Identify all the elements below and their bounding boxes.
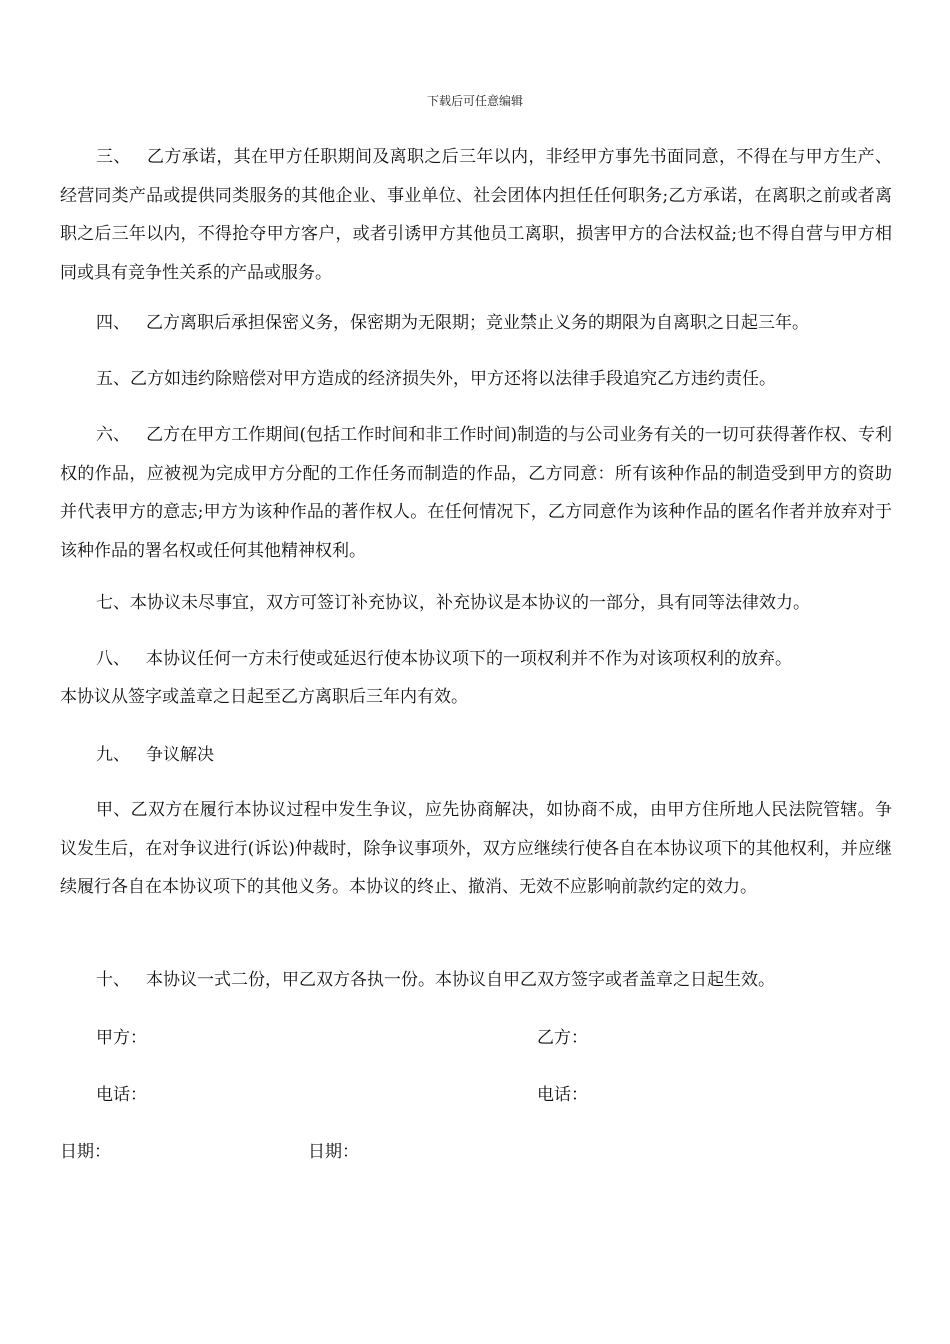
clause-4 — [60, 304, 892, 343]
clause-text: 乙方离职后承担保密义务，保密期为无限期；竞业禁止义务的期限为自离职之日起三年。 — [146, 313, 809, 333]
clause-number: 四、 — [96, 313, 130, 333]
clause-8-continuation — [60, 678, 892, 717]
clause-9 — [60, 736, 892, 775]
clause-6 — [60, 416, 892, 570]
phone-a-label: 电话： — [96, 1085, 147, 1105]
clause-3 — [60, 138, 892, 292]
clause-text: 本协议任何一方未行使或延迟行使本协议项下的一项权利并不作为对该项权利的放弃。 — [146, 649, 792, 669]
date-a-label: 日期： — [60, 1142, 111, 1162]
clause-5 — [60, 360, 892, 399]
page-header: 下载后可任意编辑 — [426, 94, 523, 108]
clause-number: 十、 — [96, 970, 130, 990]
date-b-label: 日期： — [308, 1142, 359, 1162]
clause-number: 六、 — [96, 425, 131, 445]
clause-text: 七、本协议未尽事宜，双方可签订补充协议，补充协议是本协议的一部分，具有同等法律效力。 — [96, 593, 810, 613]
party-b-label: 乙方： — [537, 1028, 588, 1048]
clause-text: 本协议一式二份，甲乙双方各执一份。本协议自甲乙双方签字或者盖章之日起生效。 — [146, 970, 775, 990]
clause-number: 八、 — [96, 649, 130, 669]
clause-10 — [60, 961, 892, 1000]
party-a-label: 甲方： — [96, 1028, 147, 1048]
dispute-paragraph — [60, 791, 892, 907]
clause-number: 三、 — [96, 147, 131, 167]
clause-text: 争议解决 — [146, 745, 214, 765]
clause-text: 甲、乙双方在履行本协议过程中发生争议，应先协商解决，如协商不成，由甲方住所地人民法院管辖。争议发生后，在对争议进行(诉讼)仲裁时，除争议事项外，双方应继续行使各自在本协议项下的其他权利，并应继续履行各自在本协议项下的其他义务。本协议的终止、撤消、无效不应影响前款约定的效力。 — [60, 800, 892, 897]
clause-7 — [60, 584, 892, 623]
clause-text: 乙方承诺，其在甲方任职期间及离职之后三年以内，非经甲方事先书面同意，不得在与甲方生产、经营同类产品或提供同类服务的其他企业、事业单位、社会团体内担任任何职务;乙方承诺，在离职之前或者离职之后三年以内，不得抢夺甲方客户，或者引诱甲方其他员工离职，损害甲方的合法权益;也不得自营与甲方相同或具有竞争性关系的产品或服务。 — [60, 147, 893, 283]
clause-text: 乙方在甲方工作期间(包括工作时间和非工作时间)制造的与公司业务有关的一切可获得著作权、专利权的作品，应被视为完成甲方分配的工作任务而制造的作品，乙方同意：所有该种作品的制造受到甲方的资助并代表甲方的意志;甲方为该种作品的著作权人。在任何情况下，乙方同意作为该种作品的匿名作者并放弃对于该种作品的署名权或任何其他精神权利。 — [60, 425, 893, 561]
clause-8 — [60, 640, 892, 679]
phone-b-label: 电话： — [537, 1085, 588, 1105]
clause-text: 五、乙方如违约除赔偿对甲方造成的经济损失外，甲方还将以法律手段追究乙方违约责任。 — [96, 369, 776, 389]
clause-number: 九、 — [96, 745, 130, 765]
clause-text: 本协议从签字或盖章之日起至乙方离职后三年内有效。 — [60, 687, 468, 707]
